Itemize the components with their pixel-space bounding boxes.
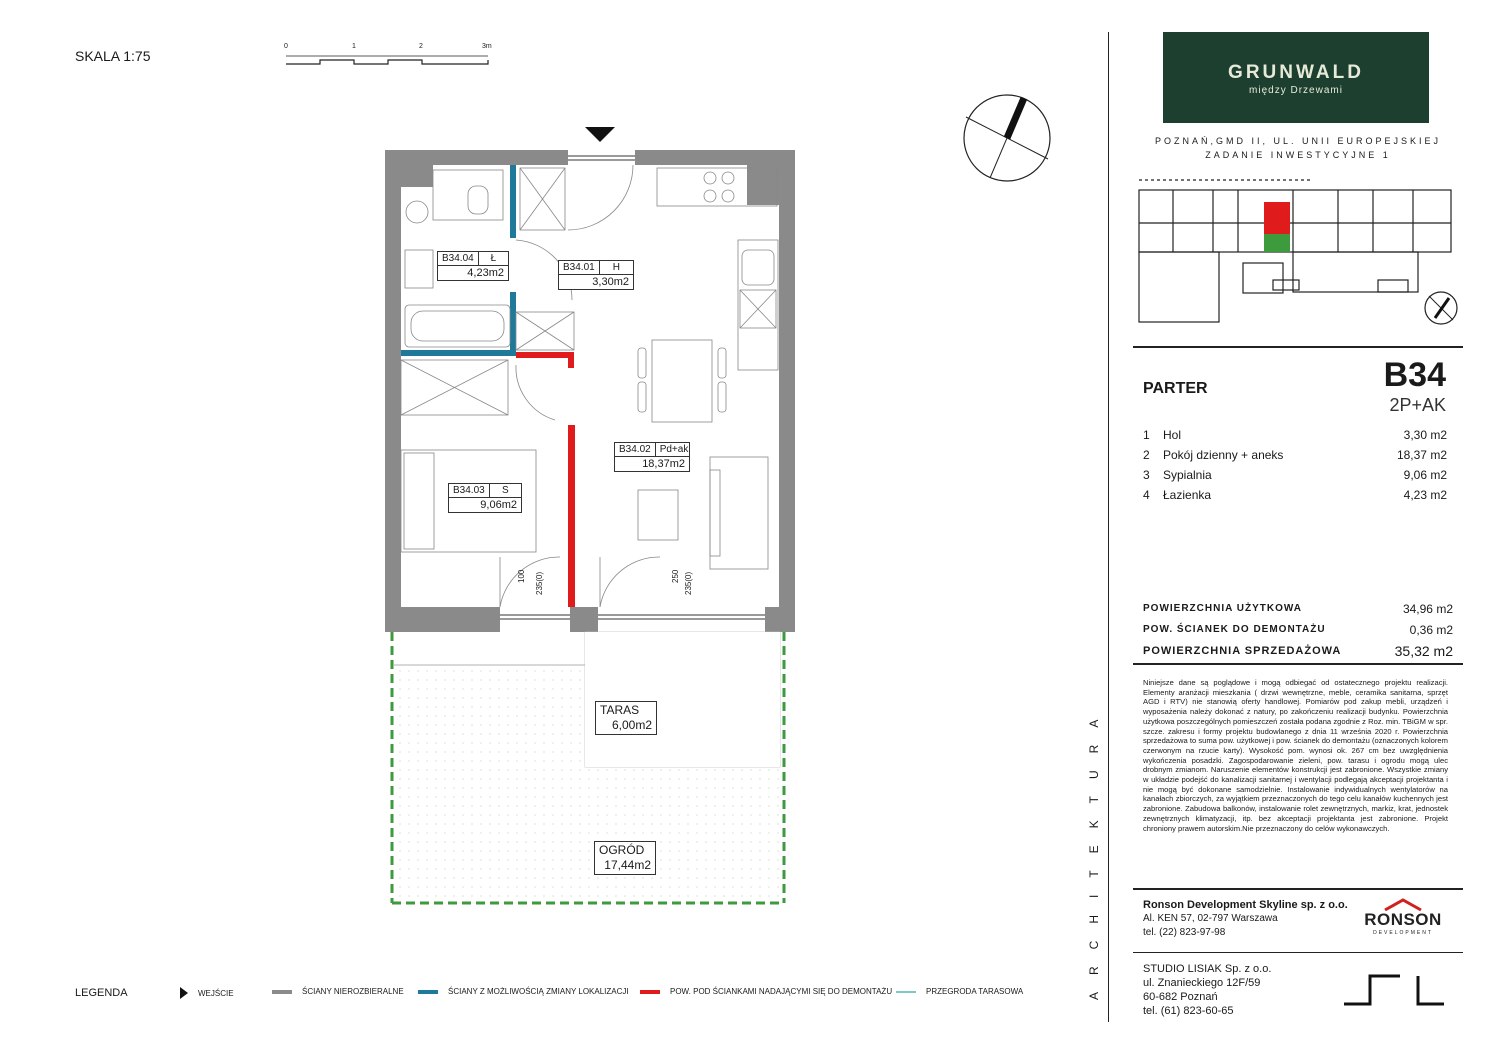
summary-value: 0,36 m2 xyxy=(1409,622,1453,637)
room-name: Hol xyxy=(1163,428,1182,442)
room-code: B34.02 xyxy=(619,444,651,455)
studio-phone: tel. (61) 823-60-65 xyxy=(1143,1005,1234,1017)
room-number: 2 xyxy=(1143,448,1150,462)
openings xyxy=(500,156,765,619)
legend-swatch xyxy=(272,990,292,994)
area-summary xyxy=(1143,598,1453,661)
divider-line xyxy=(1108,32,1109,1022)
studio-logo-icon xyxy=(1340,970,1450,1010)
room-symbol: H xyxy=(599,261,633,274)
terrace-tag xyxy=(595,701,657,735)
floor-label: PARTER xyxy=(1143,380,1208,397)
brand-title: GRUNWALD xyxy=(1228,62,1364,83)
studio-info xyxy=(1143,962,1271,1018)
separator xyxy=(1133,663,1463,665)
room-area: 18,37m2 xyxy=(642,458,685,470)
separator xyxy=(1133,952,1463,953)
legend-label: PRZEGRODA TARASOWA xyxy=(926,987,1024,996)
dim-window-height: 235(0) xyxy=(684,571,693,595)
room-area: 18,37 m2 xyxy=(1396,448,1447,462)
room-area: 3,30m2 xyxy=(592,276,629,288)
floor-plan xyxy=(380,120,800,910)
room-row xyxy=(1143,485,1447,505)
legend-swatch xyxy=(418,990,438,994)
scale-tick-2: 2 xyxy=(419,43,423,50)
developer-info xyxy=(1143,898,1348,940)
legend-title: LEGENDA xyxy=(75,987,128,999)
room-name: Sypialnia xyxy=(1163,468,1212,482)
developer-logo xyxy=(1358,898,1448,936)
summary-value: 34,96 m2 xyxy=(1402,601,1453,616)
legend-item-movable-walls xyxy=(418,987,629,996)
summary-label: POW. ŚCIANEK DO DEMONTAŻU xyxy=(1143,624,1326,635)
legend-label: ŚCIANY NIEROZBIERALNE xyxy=(302,987,404,996)
room-row xyxy=(1143,465,1447,485)
room-tag-living xyxy=(614,442,690,472)
room-name: Pokój dzienny + aneks xyxy=(1163,448,1284,462)
brand-logo xyxy=(1163,32,1429,123)
room-name: Łazienka xyxy=(1163,488,1212,502)
summary-sales xyxy=(1143,640,1453,661)
room-symbol: S xyxy=(489,484,521,497)
fixtures xyxy=(401,165,778,607)
room-tag-bedroom xyxy=(448,483,522,513)
scale-bar xyxy=(280,42,500,72)
garden-tag xyxy=(594,841,656,875)
room-area: 3,30 m2 xyxy=(1403,428,1447,442)
scale-label: SKALA 1:75 xyxy=(75,48,151,64)
studio-street: ul. Znanieckiego 12F/59 xyxy=(1143,977,1261,989)
unit-code: B34 xyxy=(1383,356,1446,394)
legend-swatch xyxy=(896,991,916,993)
disclaimer-notes: Niniejsze dane są poglądowe i mogą odbiegać od ostatecznego projektu realizacji. Elementy aranżacji mieszkania ( drzwi wewnętrzne, meble, ceramika sanitarna, sprzęt AGD i RTV) nie stanowią oferty handlowej. Pomiarów pod zakup mebli, urządzeń i wyposażenia należy dokonać z natury, po zakończeniu realizacji budynku. Powierzchnia użytkowa poszczególnych pomieszczeń została podana zgodnie z Roz. min. TBiGM w spr. szcze. zakresu i formy projektu budowlanego z dnia 11 września 2020 r. Powierzchnia sprzedażowa to suma pow. użytkowej i pow. ścianek do demontażu (oznaczonych kolorem czerwonym na rzucie karty). Wysokość pom. wynosi ok. 267 cm bez uwzględnienia wykończenia posadzki. Zagospodarowanie zieleni, pow. tarasu i ogrodu mogą ulec drobnym zmianom. Naruszenie elementów konstrukcji jest zabronione. Wszystkie zmiany w układzie podejść do kanalizacji sanitarnej i wentylacji podlegają akceptacji projektanta i nie mogą być dokonane samodzielnie. Instalowanie indywidualnych wentylatorów na kanałach zbiorczych, za wyjątkiem przeznaczonych do tego celu kanałów kuchennych jest zabronione. Zabudowa balkonów, instalowanie rolet zewnętrznych, markiz, krat, jednostek zewnętrznych klimatyzacji, itp. bez akceptacji projektanta jest zabronione. Projekt chroniony prawem autorskim.Nie przeznaczony do celów wykonawczych. xyxy=(1143,678,1448,833)
developer-phone: tel. (22) 823-97-98 xyxy=(1143,927,1226,938)
entrance-arrow-icon xyxy=(585,127,615,142)
room-code: B34.01 xyxy=(563,262,595,273)
summary-label: POWIERZCHNIA SPRZEDAŻOWA xyxy=(1143,644,1342,657)
room-tag-hall xyxy=(558,260,634,290)
summary-demolition xyxy=(1143,619,1453,640)
legend-label: WEJŚCIE xyxy=(198,988,234,998)
roof-icon xyxy=(1383,898,1423,912)
developer-logo-sub: DEVELOPMENT xyxy=(1373,930,1433,936)
legend-item-demolition xyxy=(640,987,892,996)
room-row xyxy=(1143,445,1447,465)
brand-subtitle: między Drzewami xyxy=(1249,85,1343,96)
summary-label: POWIERZCHNIA UŻYTKOWA xyxy=(1143,603,1302,614)
dim-door-height: 235(0) xyxy=(535,571,544,595)
terrace-area: 6,00m2 xyxy=(611,718,652,732)
developer-address: Al. KEN 57, 02-797 Warszawa xyxy=(1143,913,1278,924)
legend-swatch xyxy=(640,990,660,994)
legend-item-terrace-partition xyxy=(896,987,1023,996)
load-bearing-walls xyxy=(385,150,795,632)
room-row xyxy=(1143,425,1447,445)
compass-icon xyxy=(960,93,1054,187)
room-number: 4 xyxy=(1143,488,1150,502)
separator xyxy=(1133,888,1463,890)
project-address xyxy=(1148,134,1448,162)
summary-value: 35,32 m2 xyxy=(1394,642,1453,659)
dim-window-width: 250 xyxy=(671,569,680,583)
developer-logo-text: RONSON xyxy=(1364,910,1442,929)
legend-item-entrance xyxy=(180,987,234,999)
terrace-label: TARAS xyxy=(600,703,640,717)
room-area: 4,23 m2 xyxy=(1403,488,1447,502)
developer-name: Ronson Development Skyline sp. z o.o. xyxy=(1143,899,1348,911)
studio-name: STUDIO LISIAK Sp. z o.o. xyxy=(1143,963,1272,975)
dim-door-width: 100 xyxy=(517,569,526,583)
garden-area: 17,44m2 xyxy=(604,858,651,872)
scale-tick-3: 3m xyxy=(482,43,492,50)
room-symbol: Ł xyxy=(478,252,508,265)
room-tag-bathroom xyxy=(437,251,509,281)
room-code: B34.03 xyxy=(453,485,485,496)
entrance-arrow-icon xyxy=(180,987,188,999)
address-line-1: POZNAŃ,GMD II, UL. UNII EUROPEJSKIEJ xyxy=(1154,136,1442,146)
unit-type: 2P+AK xyxy=(1389,395,1446,415)
room-area: 4,23m2 xyxy=(467,267,504,279)
legend-item-fixed-walls xyxy=(272,987,404,996)
legend-label: POW. POD ŚCIANKAMI NADAJĄCYMI SIĘ DO DEMONTAŻU xyxy=(670,987,893,996)
room-code: B34.04 xyxy=(442,253,474,264)
room-number: 3 xyxy=(1143,468,1150,482)
key-plan xyxy=(1133,168,1463,328)
room-area: 9,06 m2 xyxy=(1403,468,1447,482)
room-area: 9,06m2 xyxy=(480,499,517,511)
room-symbol: Pd+ak xyxy=(655,443,693,456)
garden-label: OGRÓD xyxy=(599,843,645,857)
scale-tick-1: 1 xyxy=(352,43,356,50)
scale-tick-0: 0 xyxy=(284,43,288,50)
studio-city: 60-682 Poznań xyxy=(1143,991,1218,1003)
room-number: 1 xyxy=(1143,428,1150,442)
legend-label: ŚCIANY Z MOŻLIWOŚCIĄ ZMIANY LOKALIZACJI xyxy=(448,987,629,996)
summary-usable xyxy=(1143,598,1453,619)
separator xyxy=(1133,346,1463,348)
address-line-2: ZADANIE INWESTYCYJNE 1 xyxy=(1205,150,1391,160)
room-list xyxy=(1143,425,1447,505)
